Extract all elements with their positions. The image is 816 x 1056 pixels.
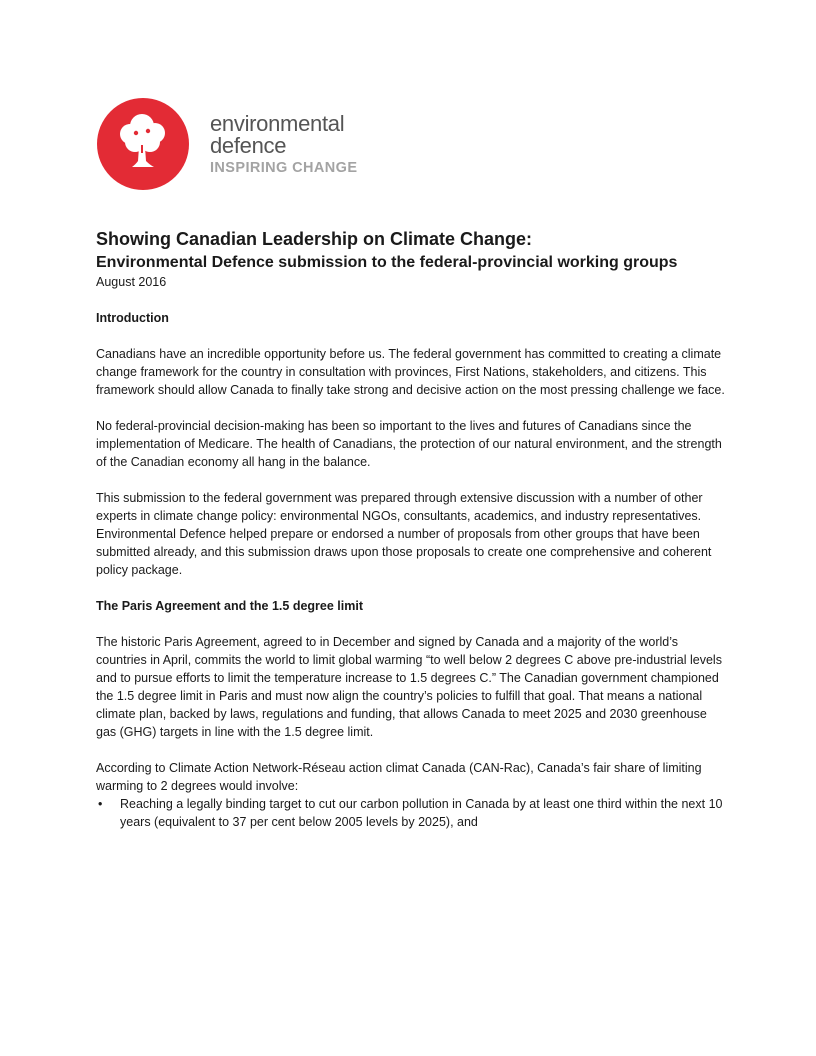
paragraph: No federal-provincial decision-making has been so important to the lives and futures of Canadians since the implementation of Medicare. The health of Canadians, the protection of our natural environment, and the strength of the Canadian economy all hang in the balance. <box>96 419 722 469</box>
bullet-list <box>96 795 726 831</box>
logo-line-environmental: environmental <box>210 111 345 136</box>
logo-wordmark <box>210 113 357 177</box>
environmental-defence-logo <box>97 98 357 190</box>
document-date: August 2016 <box>96 275 167 289</box>
logo-line-defence: defence <box>210 133 287 158</box>
document-body <box>96 228 726 831</box>
tree-icon <box>108 109 178 179</box>
paragraph: Canadians have an incredible opportunity before us. The federal government has committed to creating a climate change framework for the country in consultation with provinces, First Nations, stakeholders, and citizens. This framework should allow Canada to finally take strong and decisive action on the most pressing challenge we face. <box>96 347 725 397</box>
bullet-item: • Reaching a legally binding target to cut our carbon pollution in Canada by at least one third within the next 10 years (equivalent to 37 per cent below 2005 levels by 2025), and <box>96 795 726 831</box>
document-title: Showing Canadian Leadership on Climate Change: <box>96 229 533 249</box>
logo-circle <box>97 98 189 190</box>
section-heading-paris-agreement: The Paris Agreement and the 1.5 degree limit <box>96 599 363 613</box>
section-heading-introduction: Introduction <box>96 311 169 325</box>
paragraph: The historic Paris Agreement, agreed to in December and signed by Canada and a majority of the world’s countries in April, commits the world to limit global warming “to well below 2 degrees C above pre-industrial levels and to pursue efforts to limit the temperature increase to 1.5 degrees C.” The Canadian government championed the 1.5 degree limit in Paris and must now align the country’s policies to fulfill that goal. That means a national climate plan, backed by laws, regulations and funding, that allows Canada to meet 2025 and 2030 greenhouse gas (GHG) targets in line with the 1.5 degree limit. <box>96 635 722 739</box>
document-subtitle: Environmental Defence submission to the federal-provincial working groups <box>96 254 678 271</box>
paragraph: This submission to the federal government was prepared through extensive discussion with a number of other experts in climate change policy: environmental NGOs, consultants, academics, and industry representatives. Environmental Defence helped prepare or endorsed a number of proposals from other groups that have been submitted already, and this submission draws upon those proposals to create one comprehensive and coherent policy package. <box>96 491 712 577</box>
paragraph: According to Climate Action Network-Réseau action climat Canada (CAN-Rac), Canada’s fair share of limiting warming to 2 degrees would involve: <box>96 761 702 793</box>
logo-tagline: INSPIRING CHANGE <box>210 160 358 176</box>
